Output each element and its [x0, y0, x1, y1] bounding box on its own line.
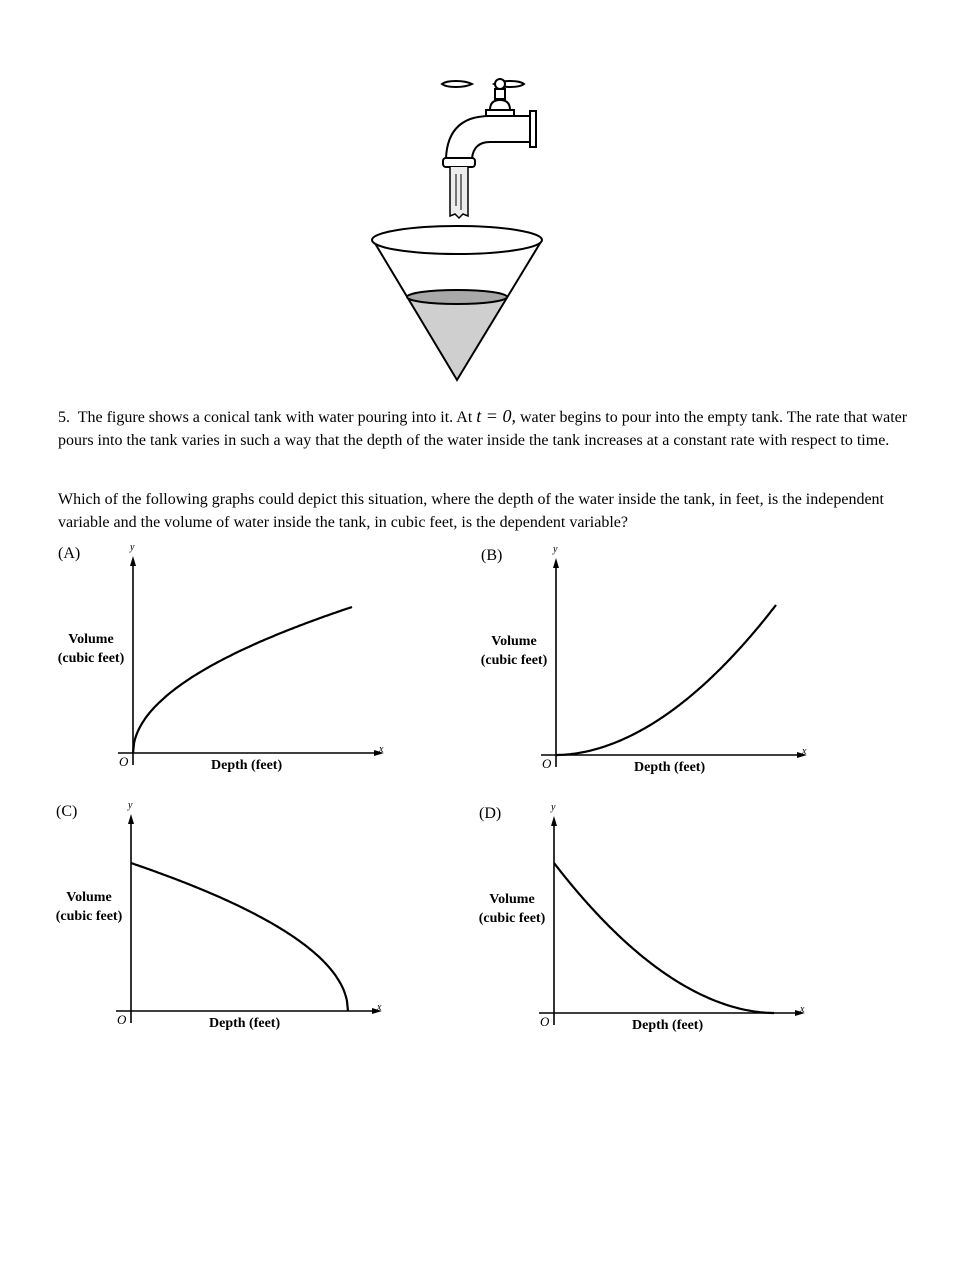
y-axis-title-line2: (cubic feet) — [478, 911, 546, 926]
x-axis-label: x — [379, 744, 384, 755]
answer-option-b[interactable] — [473, 542, 823, 792]
question-text-after: water begins to pour into the empty tank. The rate that water pours into the tank varies in such a way that the depth of the water inside the tank increases at a constant rate with respect to time. — [58, 409, 908, 449]
faucet-and-conical-tank-figure — [360, 70, 560, 390]
graph-curve — [556, 605, 776, 755]
y-axis-arrow-icon — [128, 814, 134, 824]
y-axis-title-line2: (cubic feet) — [55, 909, 123, 924]
origin-label: O — [117, 1012, 127, 1027]
x-axis-title: Depth (feet) — [209, 1016, 281, 1031]
x-axis-label: x — [377, 1002, 382, 1013]
y-axis-arrow-icon — [130, 556, 136, 566]
y-axis-title-line2: (cubic feet) — [480, 653, 548, 668]
question-number: 5. — [58, 409, 70, 426]
answer-option-a[interactable] — [50, 540, 400, 790]
y-axis-title-line1: Volume — [68, 632, 114, 647]
y-axis-title — [469, 632, 559, 670]
y-axis-title-line1: Volume — [489, 892, 535, 907]
option-label: (C) — [56, 803, 78, 820]
answer-option-c[interactable] — [48, 798, 398, 1048]
option-label: (A) — [58, 545, 81, 562]
y-axis-title-line1: Volume — [491, 634, 537, 649]
x-axis-title: Depth (feet) — [632, 1018, 704, 1033]
option-label: (D) — [479, 805, 502, 822]
origin-label: O — [540, 1014, 550, 1029]
y-axis-title-line2: (cubic feet) — [57, 651, 125, 666]
math-expression: t = 0, — [476, 406, 516, 426]
y-axis-label: y — [553, 544, 558, 555]
graph-curve — [131, 863, 348, 1011]
answer-option-d[interactable] — [471, 800, 821, 1050]
y-axis-label: y — [128, 800, 133, 811]
question-prompt: Which of the following graphs could depict this situation, where the depth of the water inside the tank, in feet, is the independent variable and the volume of water inside the tank, in cubic feet, is the dependent variable? — [58, 491, 884, 531]
graph-curve — [554, 863, 774, 1013]
x-axis-title: Depth (feet) — [634, 760, 706, 775]
y-axis-title — [467, 890, 557, 928]
y-axis-title — [46, 630, 136, 668]
x-axis-label: x — [800, 1004, 805, 1015]
y-axis-label: y — [551, 802, 556, 813]
x-axis-title: Depth (feet) — [211, 758, 283, 773]
graph-curve — [133, 607, 352, 753]
y-axis-arrow-icon — [553, 558, 559, 568]
y-axis-title-line1: Volume — [66, 890, 112, 905]
y-axis-arrow-icon — [551, 816, 557, 826]
origin-label: O — [119, 754, 129, 769]
y-axis-label: y — [130, 542, 135, 553]
y-axis-title — [44, 888, 134, 926]
question-text-before: The figure shows a conical tank with water pouring into it. At — [77, 409, 477, 426]
option-label: (B) — [481, 547, 503, 564]
question-text — [58, 405, 928, 452]
origin-label: O — [542, 756, 552, 771]
x-axis-label: x — [802, 746, 807, 757]
